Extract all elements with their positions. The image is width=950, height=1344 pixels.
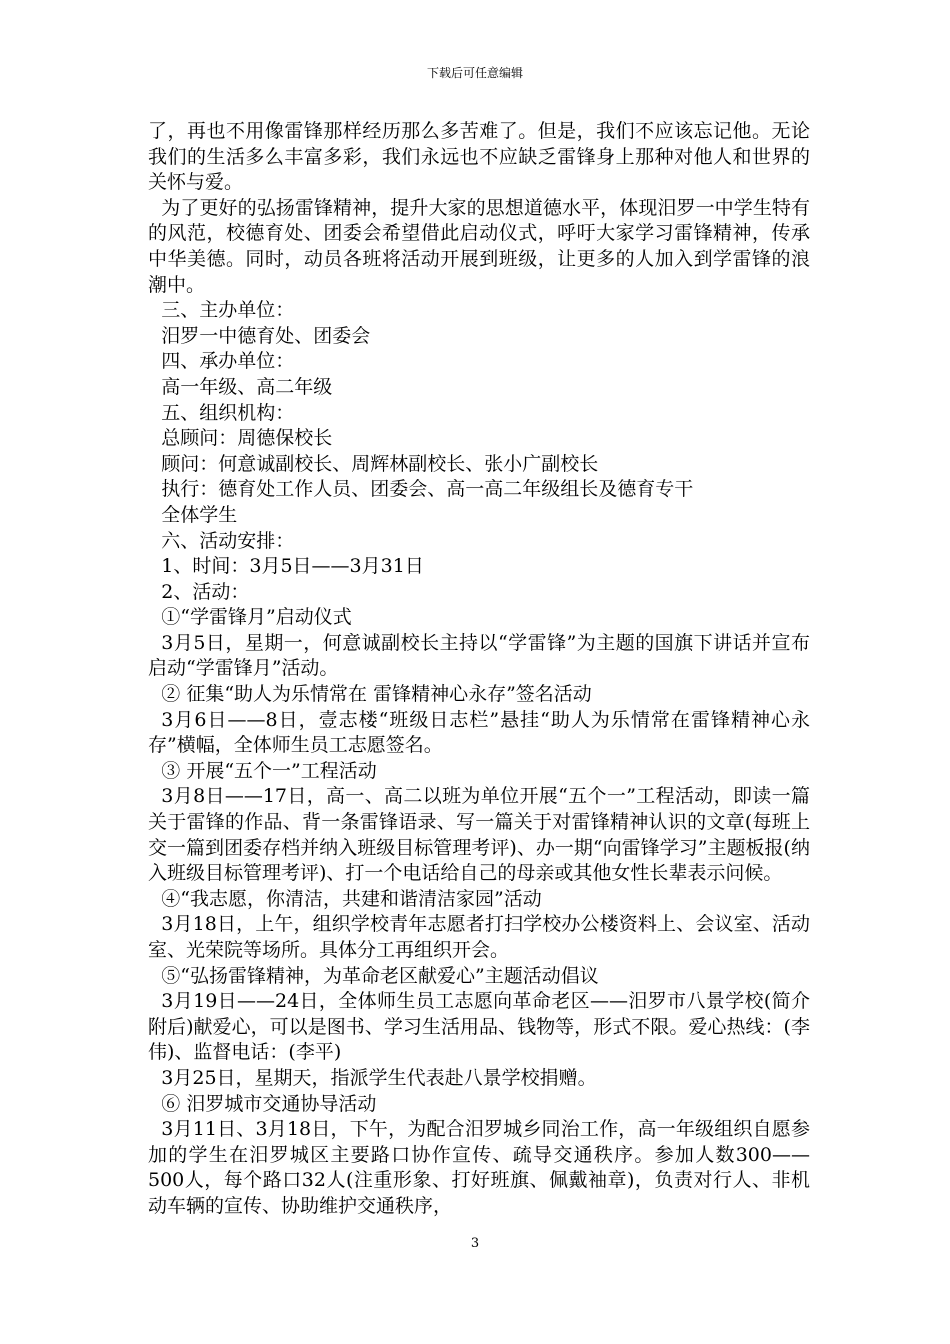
- paragraph: 为了更好的弘扬雷锋精神，提升大家的思想道德水平，体现汨罗一中学生特有的风范，校德育处、团委会希望借此启动仪式，呼吁大家学习雷锋精神，传承中华美德。同时，动员各班将活动开展到班级，让更多的人加入到学雷锋的浪潮中。: [148, 196, 810, 296]
- paragraph: 3月8日——17日，高一、高二以班为单位开展“五个一”工程活动，即读一篇关于雷锋的作品、背一条雷锋语录、写一篇关于对雷锋精神认识的文章(每班上交一篇到团委存档并纳入班级目标管理考评)、办一期“向雷锋学习”主题板报(纳入班级目标管理考评)、打一个电话给自己的母亲或其他女性长辈表示问候。: [148, 785, 810, 885]
- activity-heading: ④“我志愿，你清洁，共建和谐清洁家园”活动: [161, 887, 542, 910]
- activity-heading: ③ 开展“五个一”工程活动: [161, 759, 377, 782]
- paragraph: 执行：德育处工作人员、团委会、高一高二年级组长及德育专干: [161, 478, 694, 501]
- header-note: 下载后可任意编辑: [426, 66, 523, 80]
- section-heading: 六、活动安排：: [161, 529, 295, 552]
- section-heading: 三、主办单位：: [161, 299, 295, 322]
- paragraph: 1、时间：3月5日——3月31日: [161, 555, 424, 578]
- paragraph: 总顾问：周德保校长: [161, 427, 333, 450]
- paragraph: 3月5日，星期一，何意诚副校长主持以“学雷锋”为主题的国旗下讲话并宣布启动“学雷锋月”活动。: [148, 631, 810, 680]
- section-heading: 五、组织机构：: [161, 401, 295, 424]
- paragraph: 汨罗一中德育处、团委会: [161, 324, 371, 347]
- activity-heading: ⑥ 汨罗城市交通协导活动: [161, 1092, 377, 1115]
- paragraph: 全体学生: [161, 503, 238, 526]
- activity-heading: ⑤“弘扬雷锋精神，为革命老区献爱心”主题活动倡议: [161, 964, 599, 987]
- paragraph: 了，再也不用像雷锋那样经历那么多苦难了。但是，我们不应该忘记他。无论我们的生活多么丰富多彩，我们永远也不应缺乏雷锋身上那种对他人和世界的关怀与爱。: [148, 120, 810, 194]
- paragraph: 2、活动：: [161, 580, 250, 603]
- paragraph: 3月19日——24日，全体师生员工志愿向革命老区——汨罗市八景学校(简介附后)献爱心，可以是图书、学习生活用品、钱物等，形式不限。爱心热线：(李伟)、监督电话：(李平): [148, 990, 810, 1064]
- paragraph: 3月18日，上午，组织学校青年志愿者打扫学校办公楼资料上、会议室、活动室、光荣院等场所。具体分工再组织开会。: [148, 913, 810, 961]
- paragraph: 顾问：何意诚副校长、周辉林副校长、张小广副校长: [161, 452, 599, 475]
- paragraph: 高一年级、高二年级: [161, 375, 333, 398]
- paragraph: 3月25日，星期天，指派学生代表赴八景学校捐赠。: [161, 1066, 597, 1089]
- section-heading: 四、承办单位：: [161, 350, 295, 373]
- paragraph: 3月11日、3月18日，下午，为配合汨罗城乡同治工作，高一年级组织自愿参加的学生在汨罗城区主要路口协作宣传、疏导交通秩序。参加人数300—— 500人，每个路口32人(注重形象、打好班旗、佩戴袖章)，负责对行人、非机动车辆的宣传、协助维护交通秩序，: [148, 1118, 810, 1217]
- paragraph: 3月6日——8日，壹志楼“班级日志栏”悬挂“助人为乐情常在雷锋精神心永存”横幅，全体师生员工志愿签名。: [148, 708, 810, 757]
- activity-heading: ①“学雷锋月”启动仪式: [161, 606, 352, 629]
- document-body: [148, 119, 810, 1220]
- activity-heading: ② 征集“助人为乐情常在 雷锋精神心永存”签名活动: [161, 683, 592, 706]
- page-number: 3: [470, 1236, 480, 1251]
